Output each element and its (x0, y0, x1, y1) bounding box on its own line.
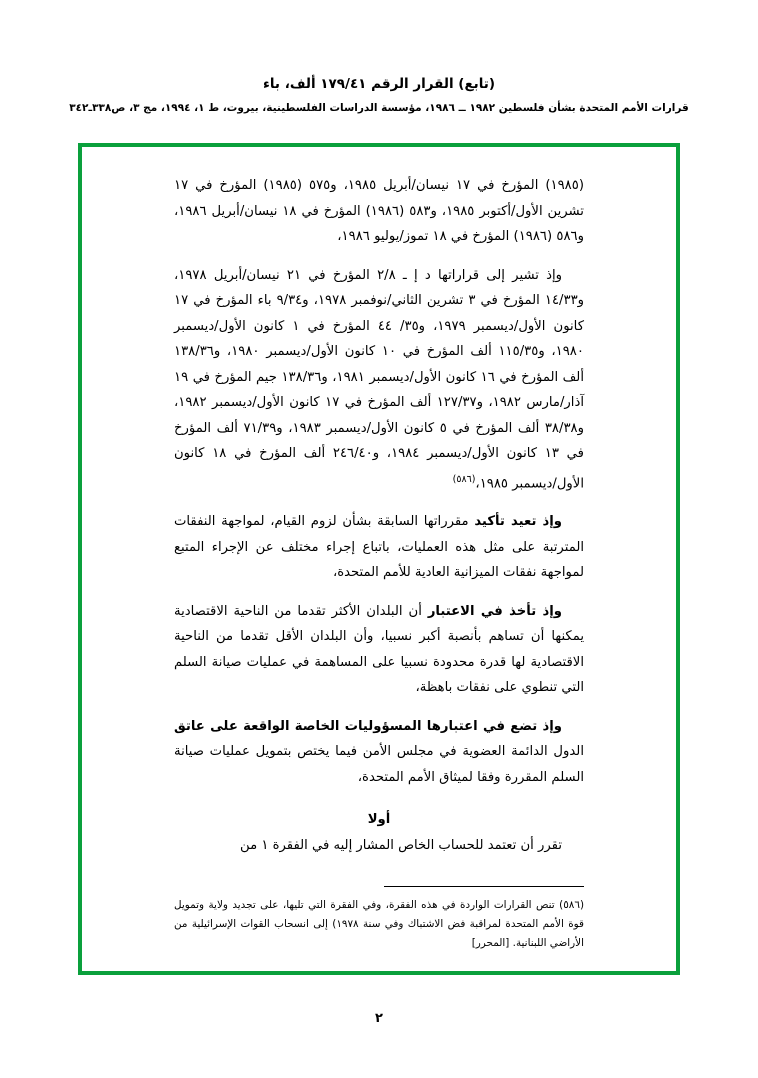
footnote-text: (٥٨٦) تنص القرارات الواردة في هذه الفقرة، وفي الفقرة التي تليها، على تجديد ولاية وتمويل قوة الأمم المتحدة لمراقبة فض الاشتباك وفي سنة ١٩٧٨) إلى انسحاب القوات الإسرائيلية من الأراضي اللبنانية. [المحرر] (174, 899, 584, 949)
footnote-area (174, 886, 584, 953)
document-body (174, 173, 584, 957)
paragraph-taking-into-account-lead: وإذ تأخذ في الاعتبار (427, 603, 562, 619)
paragraph-taking-into-account (174, 599, 584, 701)
section-heading-first: أولا (367, 812, 391, 828)
paragraph-taking-into-account-rest: أن البلدان الأكثر تقدما من الناحية الاقتصادية يمكنها أن تساهم بأنصبة أكبر نسبيا، وأن البلدان الأقل تقدما من الناحية الاقتصادية لها قدرة محدودة نسبيا على المساهمة في عمليات صيانة السلم التي تنطوي على نفقات باهظة، (174, 603, 584, 696)
footnote-marker: (٥٨٦) (452, 473, 476, 485)
paragraph-recalling (174, 263, 584, 497)
footnote-separator (384, 886, 584, 887)
paragraph-bearing-in-mind (174, 714, 584, 791)
paragraph-decides: تقرر أن تعتمد للحساب الخاص المشار إليه في الفقرة ١ من (240, 838, 562, 854)
page-subtitle: قرارات الأمم المتحدة بشأن فلسطين ١٩٨٢ ــ ١٩٨٦، مؤسسة الدراسات الفلسطينية، بيروت، ط ١، ١٩٩٤، مج ٣، ص٣٣٨ـ٣٤٢ (69, 102, 689, 114)
paragraph-reaffirming-lead: وإذ تعيد تأكيد (474, 514, 563, 530)
paragraph-reaffirming (174, 509, 584, 586)
paragraph-resolutions-list: (١٩٨٥) المؤرخ في ١٧ نيسان/أبريل ١٩٨٥، و٥٧٥ (١٩٨٥) المؤرخ في ١٧ تشرين الأول/أكتوبر ١٩٨٥، و٥٨٣ (١٩٨٦) المؤرخ في ١٨ نيسان/أبريل ١٩٨٦، و٥٨٦ (١٩٨٦) المؤرخ في ١٨ تموز/يوليو ١٩٨٦، (174, 178, 584, 244)
paragraph-bearing-in-mind-rest: الدول الدائمة العضوية في مجلس الأمن فيما يختص بتمويل عمليات صيانة السلم المقررة وفقا لميثاق الأمم المتحدة، (174, 744, 584, 785)
green-border-frame (78, 143, 680, 975)
paragraph-bearing-in-mind-lead: وإذ تضع في اعتبارها المسؤوليات الخاصة الواقعة على عاتق (174, 718, 562, 734)
paragraph-recalling-text: وإذ تشير إلى قراراتها د إ ـ ٢/٨ المؤرخ في ٢١ نيسان/أبريل ١٩٧٨، و١٤/٣٣ المؤرخ في ٣ تشرين الثاني/نوفمبر ١٩٧٨، و٩/٣٤ باء المؤرخ في ١٧ كانون الأول/ديسمبر ١٩٧٩، و٣٥/ ٤٤ المؤرخ في ١ كانون الأول/ديسمبر ١٩٨٠، و١١٥/٣٥ ألف المؤرخ في ١٠ كانون الأول/ديسمبر ١٩٨٠، و١٣٨/٣٦ ألف المؤرخ في ١٦ كانون الأول/ديسمبر ١٩٨١، و١٣٨/٣٦ جيم المؤرخ في ١٩ آذار/مارس ١٩٨٢، و١٢٧/٣٧ ألف المؤرخ في ١٧ كانون الأول/ديسمبر ١٩٨٢، و٣٨/٣٨ ألف المؤرخ في ٥ كانون الأول/ديسمبر ١٩٨٣، و٧١/٣٩ ألف المؤرخ في ١٣ كانون الأول/ديسمبر ١٩٨٤، و٢٤٦/٤٠ ألف المؤرخ في ١٨ كانون الأول/ديسمبر ١٩٨٥، (174, 267, 585, 491)
page-header (0, 0, 758, 114)
paragraph-reaffirming-rest: مقرراتها السابقة بشأن لزوم القيام، لمواجهة النفقات المترتبة على مثل هذه العمليات، باتباع إجراء مختلف عن الإجراء المتبع لمواجهة نفقات الميزانية العادية للأمم المتحدة، (174, 514, 584, 581)
page-number: ٢ (375, 1011, 383, 1026)
page-title: (تابع) القرار الرقم ١٧٩/٤١ ألف، باء (262, 76, 496, 92)
